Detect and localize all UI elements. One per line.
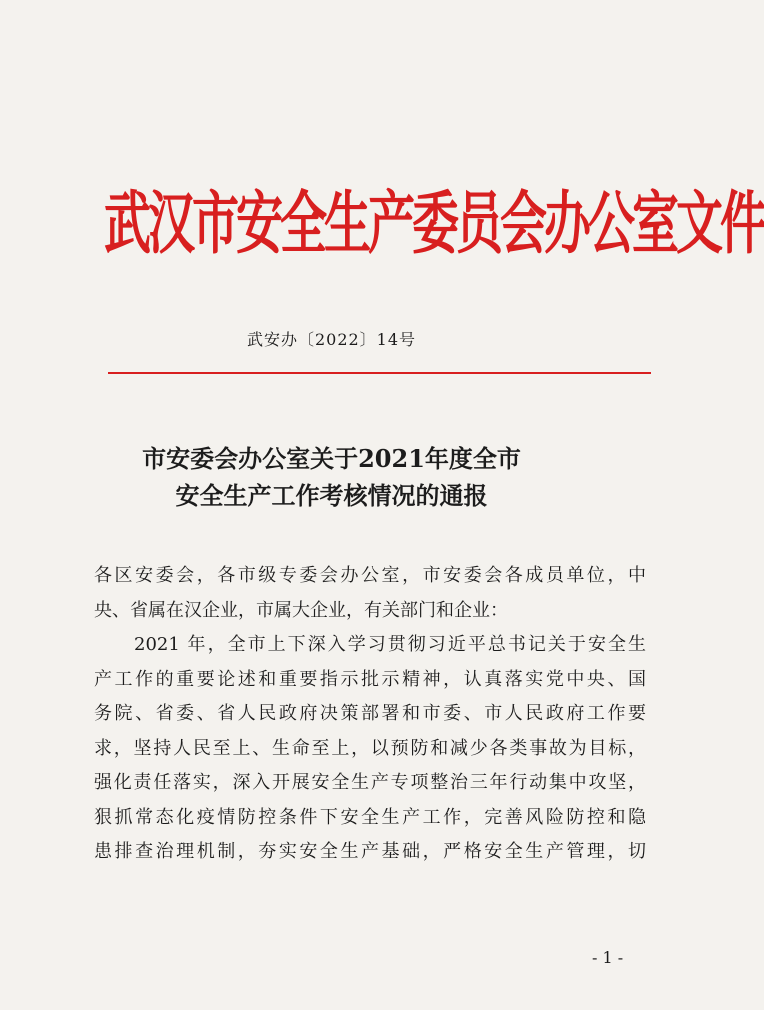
body-line: 产工作的重要论述和重要指示批示精神，认真落实党中央、国 <box>94 668 646 690</box>
body-line: 患排查治理机制，夯实安全生产基础，严格安全生产管理，切 <box>94 841 646 862</box>
body-line: 狠抓常态化疫情防控条件下安全生产工作，完善风险防控和隐 <box>94 806 646 828</box>
red-divider-line <box>108 372 651 374</box>
body-line: 2021 年，全市上下深入学习贯彻习近平总书记关于安全生 <box>134 634 646 655</box>
body-line: 各区安委会，各市级专委会办公室，市安委会各成员单位，中 <box>94 565 646 586</box>
body-line: 强化责任落实，深入开展安全生产专项整治三年行动集中攻坚， <box>94 772 646 793</box>
document-number: 武安办〔2022〕14号 <box>246 330 417 349</box>
body-text <box>94 559 646 870</box>
notice-title-line-1: 市安委会办公室关于2021年度全市 <box>142 444 521 473</box>
notice-title <box>0 440 663 514</box>
body-line: 务院、省委、省人民政府决策部署和市委、市人民政府工作要 <box>94 703 646 724</box>
body-line: 求，坚持人民至上、生命至上，以预防和减少各类事故为目标， <box>94 737 646 759</box>
page-number: - 1 - <box>592 948 624 967</box>
notice-title-line-2: 安全生产工作考核情况的通报 <box>175 481 488 510</box>
issuer-header-title: 武汉市安全生产委员会办公室文件 <box>104 184 764 265</box>
body-line: 央、省属在汉企业，市属大企业，有关部门和企业： <box>94 599 508 621</box>
